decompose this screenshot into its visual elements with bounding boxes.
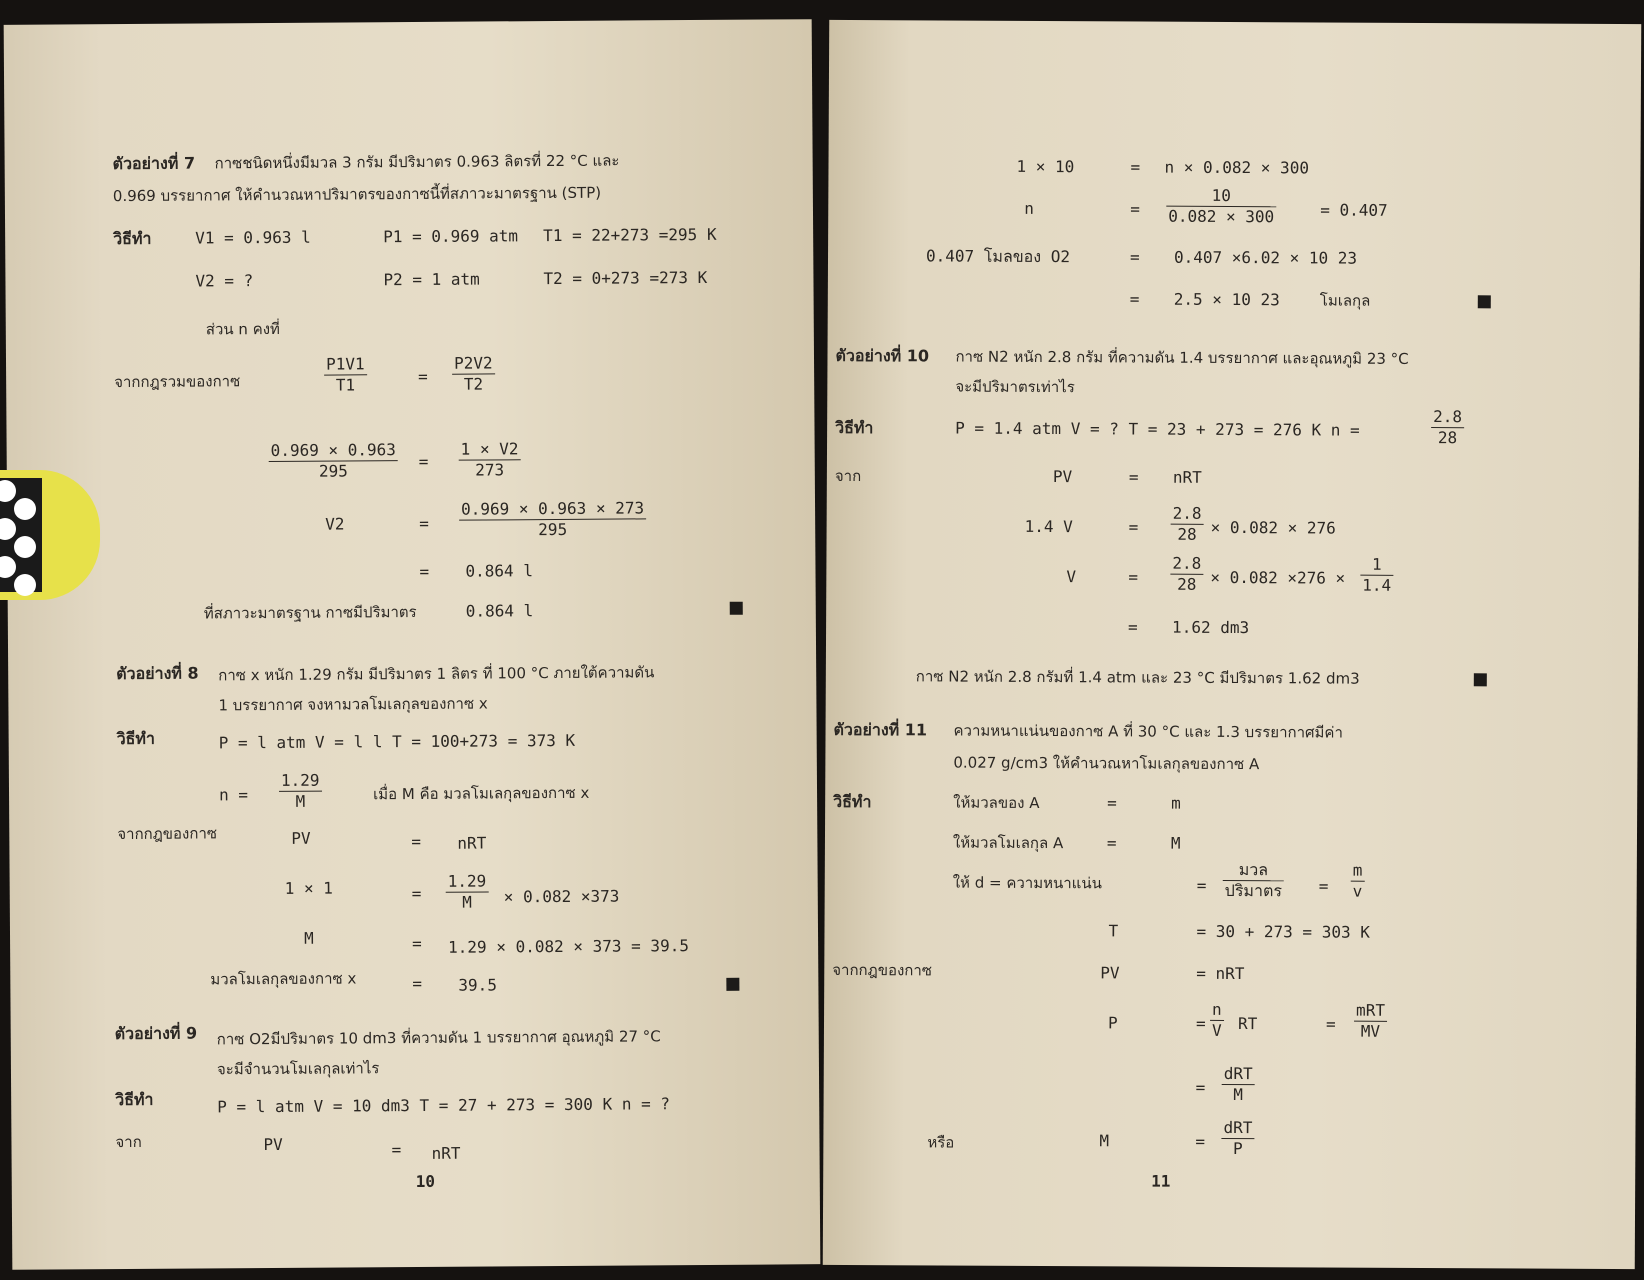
fraction-lhs-numeric: $\frac{0.969 \times 0.963}{295}$	[269, 440, 399, 482]
molecules-result: 2.5 × 10 23	[1173, 289, 1280, 310]
mass-symbol: m	[1171, 793, 1181, 813]
moles-o2-lhs: 0.407 โมลของ O2	[925, 246, 1071, 267]
m-definition: เมื่อ M คือ มวลโมเลกุลของกาซ x	[372, 783, 590, 804]
equals-sign: =	[1128, 467, 1139, 487]
fraction-mrt-over-mv: mRT MV	[1354, 1001, 1387, 1042]
example-9-text-line1: กาซ O2มีปริมาตร 10 dm3 ที่ความดัน 1 บรรยากาศ อุณหภูมิ 27 °C	[216, 1027, 661, 1049]
example-8-given-values: P = l atm V = l l T = 100+273 = 373 K	[218, 730, 576, 753]
example-9-given-values: P = l atm V = 10 dm3 T = 27 + 273 = 300 K n = ?	[217, 1094, 671, 1117]
from-label: จาก	[834, 466, 862, 486]
example-9-text-line2: จะมีจำนวนโมเลกุลเท่าไร	[216, 1059, 380, 1079]
equation-rhs-tail: × 0.082 ×373	[503, 886, 620, 907]
example-11-text-line1: ความหนาแน่นของกาซ A ที่ 30 °C และ 1.3 บรรยากาศมีค่า	[953, 721, 1343, 742]
pv-lhs: PV	[1052, 467, 1073, 487]
equals-sign: =	[412, 933, 422, 954]
n-constant-note: ส่วน n คงที่	[205, 319, 280, 339]
equation-lhs: 1 × 1	[284, 878, 333, 898]
n-lhs: n =	[218, 785, 249, 805]
example-7-heading: ตัวอย่างที่ 7	[112, 153, 196, 174]
example-7-conclusion: ที่สภาวะมาตรฐาน กาซมีปริมาตร	[203, 602, 417, 623]
fraction-rhs-v2: $\frac{1 \times V2}{273}$	[459, 439, 521, 480]
molar-mass-definition: ให้มวลโมเลกุล A	[952, 833, 1064, 853]
equals-sign: =	[1129, 247, 1140, 267]
fraction-2.8-over-28: $\frac{2.8}{28}$	[1171, 504, 1204, 545]
equation-lhs: 1.4 V	[1024, 516, 1073, 537]
example-7-text-line1: กาซชนิดหนึ่งมีมวล 3 กรัม มีปริมาตร 0.963 ลิตรที่ 22 °C และ	[214, 151, 620, 173]
n-result: = 0.407	[1320, 200, 1388, 220]
equals-sign: =	[1195, 1131, 1206, 1151]
equals-sign: =	[1129, 289, 1140, 309]
example-9-solution-label: วิธีทำ	[115, 1089, 154, 1110]
example-11-text-line2: 0.027 g/cm3 ให้คำนวณหาโมเลกุลของกาซ A	[953, 753, 1260, 774]
example-8-conclusion: มวลโมเลกุลของกาซ x	[210, 969, 357, 989]
example-8-heading: ตัวอย่างที่ 8	[116, 663, 199, 684]
m-lhs: M	[303, 928, 314, 948]
example-8-solution-label: วิธีทำ	[116, 728, 155, 749]
equals-sign: =	[1318, 876, 1329, 896]
molar-mass-symbol: M	[1170, 833, 1181, 853]
v2-result: 0.864 l	[465, 561, 533, 581]
left-page	[4, 19, 821, 1270]
equation-rhs-tail: × 0.082 ×276 ×	[1210, 567, 1346, 588]
fraction-1.29-over-m: $\frac{1.29}{M}$	[279, 771, 322, 812]
nrt-rhs: nRT	[431, 1143, 461, 1163]
equals-sign: =	[411, 831, 422, 852]
fraction-drt-over-p: dRT P	[1221, 1118, 1254, 1159]
equals-sign: =	[1196, 875, 1207, 895]
n-lhs: n	[1024, 198, 1034, 218]
v1-value: V1 = 0.963 l	[195, 227, 311, 248]
example-8-text-line1: กาซ x หนัก 1.29 กรัม มีปริมาตร 1 ลิตร ที่ 100 °C ภายใต้ความดัน	[218, 663, 655, 685]
end-of-example-mark	[1474, 673, 1487, 686]
from-label: จาก	[115, 1132, 142, 1152]
example-10-text-line1: กาซ N2 หนัก 2.8 กรัม ที่ความดัน 1.4 บรรยากาศ และอุณหภูมิ 23 °C	[955, 347, 1409, 368]
page-number-right: 11	[1151, 1171, 1171, 1191]
t-lhs: T	[1108, 921, 1119, 941]
gas-law-label: จากกฎของกาซ	[117, 824, 218, 844]
page-number-left: 10	[415, 1171, 436, 1191]
v-result: 1.62 dm3	[1172, 617, 1250, 638]
example-9-heading: ตัวอย่างที่ 9	[114, 1023, 198, 1044]
nrt-rhs: nRT	[1172, 467, 1202, 487]
example-10-heading: ตัวอย่างที่ 10	[835, 345, 930, 366]
p2-value: P2 = 1 atm	[383, 269, 480, 290]
gas-law-label: จากกฎของกาซ	[832, 960, 933, 980]
equals-sign: =	[1325, 1014, 1336, 1034]
fraction-drt-over-m: dRT M	[1222, 1064, 1255, 1105]
fraction-2.8-over-28: $\frac{2.8}{28}$	[1431, 407, 1464, 448]
fraction-2.8-over-28: $\frac{2.8}{28}$	[1170, 554, 1203, 595]
equals-sign: =	[1130, 199, 1140, 219]
end-of-example-mark	[726, 978, 739, 991]
or-label: หรือ	[927, 1133, 955, 1152]
fraction-p1v1-t1: $\frac{P1V1}{T1}$	[324, 354, 367, 395]
v2-lhs: V2	[325, 514, 345, 534]
pv-lhs: PV	[291, 828, 311, 848]
equals-sign: =	[419, 561, 430, 581]
right-page	[823, 20, 1642, 1269]
v-lhs: V	[1066, 567, 1077, 587]
molecules-unit: โมเลกุล	[1319, 291, 1371, 310]
equals-sign: =	[1130, 157, 1141, 177]
equation-rhs-tail: × 0.082 × 276	[1210, 517, 1336, 538]
equals-sign: =	[1106, 833, 1117, 853]
equals-sign: =	[391, 1140, 402, 1160]
example-11-heading: ตัวอย่างที่ 11	[833, 719, 928, 740]
nrt-rhs: = nRT	[1196, 963, 1245, 984]
example-10-solution-label: วิธีทำ	[835, 417, 874, 438]
fraction-1-over-1.4: $\frac{1}{1.4}$	[1360, 555, 1393, 596]
equals-sign: =	[1195, 1013, 1206, 1033]
example-11-solution-label: วิธีทำ	[833, 791, 872, 812]
molecules-computation: 0.407 ×6.02 × 10 23	[1173, 247, 1358, 268]
example-7-solution-label: วิธีทำ	[113, 228, 152, 249]
example-8-conclusion-value: 39.5	[458, 975, 497, 995]
example-8-text-line2: 1 บรรยากาศ จงหามวลโมเลกุลของกาซ x	[218, 694, 488, 715]
combined-gas-law-label: จากกฎรวมของกาซ	[114, 372, 241, 392]
equals-sign: =	[412, 973, 423, 994]
equation-lhs: 1 × 10	[1016, 156, 1075, 177]
t2-value: T2 = 0+273 =273 K	[543, 267, 708, 289]
p1-value: P1 = 0.969 atm	[383, 226, 519, 247]
t1-value: T1 = 22+273 =295 K	[543, 224, 717, 246]
nrt-rhs: nRT	[457, 833, 487, 853]
example-10-conclusion: กาซ N2 หนัก 2.8 กรัมที่ 1.4 atm และ 23 °C มีปริมาตร 1.62 dm3	[915, 667, 1360, 688]
temperature-computation: = 30 + 273 = 303 K	[1196, 921, 1370, 942]
p-lhs: P	[1107, 1013, 1118, 1033]
equals-sign: =	[1107, 793, 1117, 813]
equals-sign: =	[1128, 567, 1139, 587]
fraction-mass-over-volume: มวล ปริมาตร	[1223, 860, 1284, 901]
equals-sign: =	[418, 366, 428, 386]
example-10-given-values: P = 1.4 atm V = ? T = 23 + 273 = 276 K n =	[955, 418, 1360, 440]
equals-sign: =	[411, 883, 422, 904]
equals-sign: =	[419, 513, 429, 533]
fraction-v2-solution: $\frac{0.969 \times 0.963 \times 273}{295}$	[459, 498, 646, 540]
example-10-text-line2: จะมีปริมาตรเท่าไร	[955, 377, 1075, 397]
pv-lhs: PV	[1100, 963, 1120, 983]
fraction-m-over-v: $\frac{m}{v}$	[1352, 860, 1363, 901]
m-computation: 1.29 × 0.082 × 373 = 39.5	[448, 936, 690, 957]
fraction-n-over-v: $\frac{n}{V}$	[1211, 999, 1222, 1040]
pv-lhs: PV	[263, 1134, 283, 1155]
rt-symbol: RT	[1237, 1014, 1258, 1034]
example-7-text-line2: 0.969 บรรยากาศ ให้คำนวณหาปริมาตรของกาซนี้ที่สภาวะมาตรฐาน (STP)	[112, 183, 602, 206]
equals-sign: =	[1128, 517, 1139, 537]
bookmark-dot-pattern	[0, 478, 42, 592]
equals-sign: =	[418, 451, 429, 471]
end-of-example-mark	[730, 602, 743, 615]
density-definition: ให้ d = ความหนาแน่น	[952, 873, 1102, 893]
fraction-p2v2-t2: $\frac{P2V2}{T2}$	[452, 353, 495, 394]
fraction-n: $\frac{10}{0.082 \times 300}$	[1166, 186, 1276, 228]
example-7-conclusion-value: 0.864 l	[465, 601, 534, 621]
mass-definition: ให้มวลของ A	[953, 793, 1040, 812]
v2-value: V2 = ?	[195, 271, 254, 291]
equals-sign: =	[1195, 1077, 1206, 1097]
equals-sign: =	[1128, 617, 1138, 637]
end-of-example-mark	[1478, 295, 1491, 308]
equation-rhs: n × 0.082 × 300	[1164, 157, 1310, 178]
fraction-1.29-over-m: $\frac{1.29}{M}$	[446, 871, 489, 912]
m-lhs: M	[1099, 1131, 1110, 1151]
